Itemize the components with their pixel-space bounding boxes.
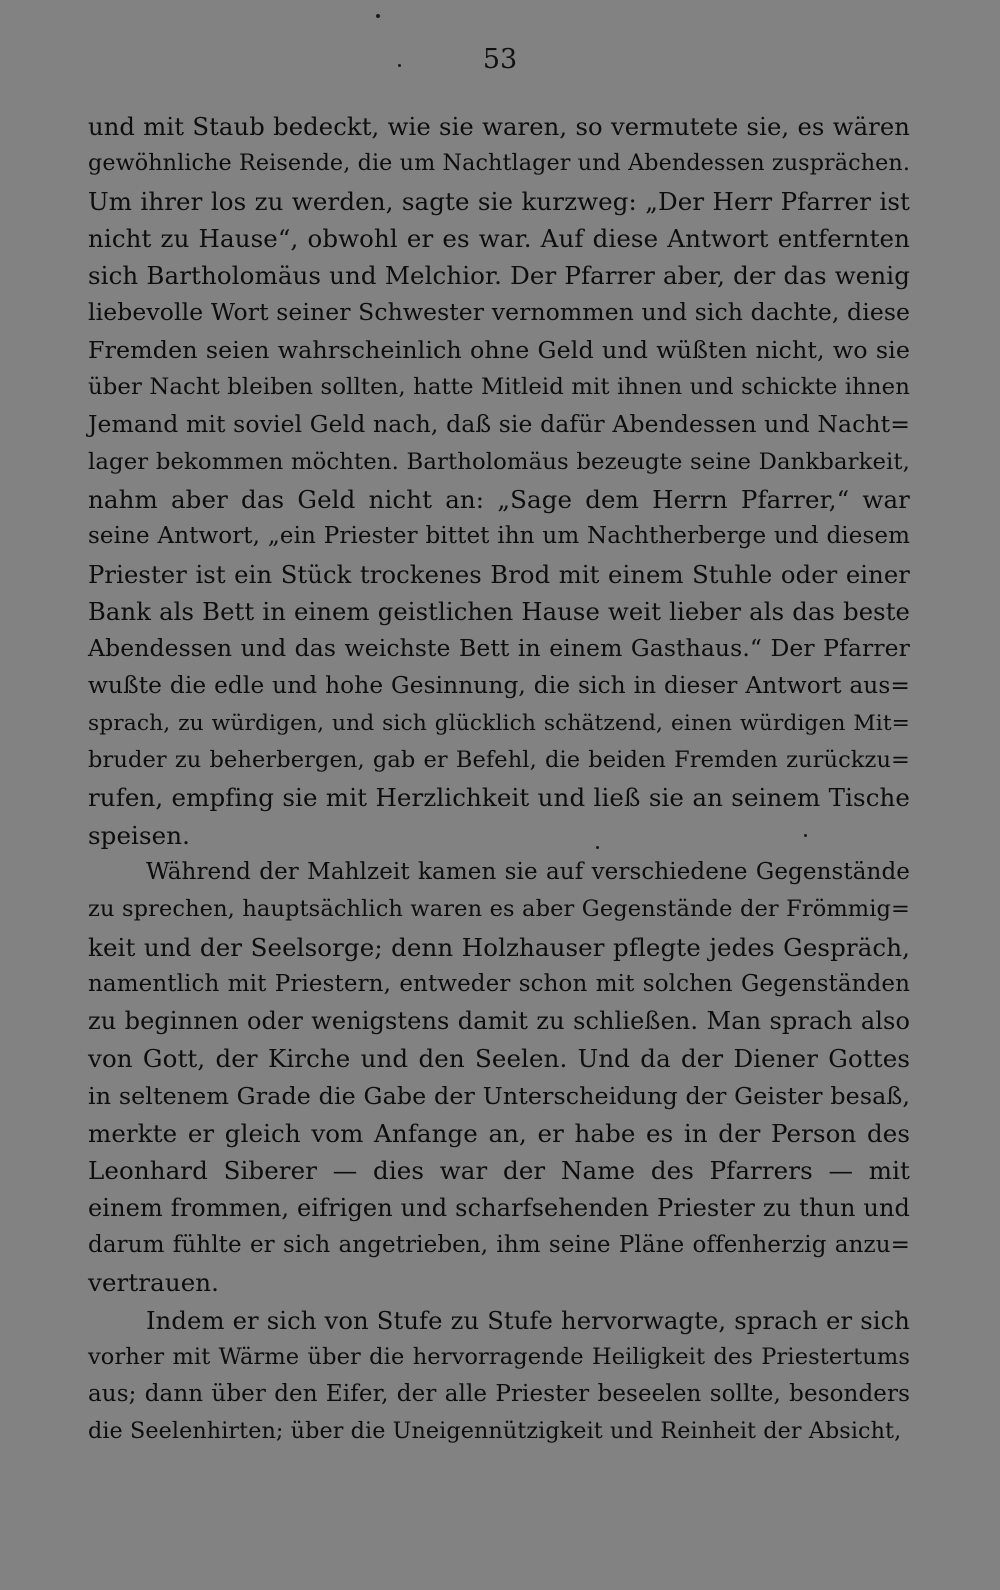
text-line: rufen, empfing sie mit Herzlichkeit und ließ sie an seinem Tische: [88, 783, 910, 813]
text-line: namentlich mit Priestern, entweder schon mit solchen Gegenständen: [88, 970, 910, 997]
text-line: über Nacht bleiben sollten, hatte Mitleid mit ihnen und schickte ihnen: [88, 374, 910, 401]
text-line: einem frommen, eifrigen und scharfsehenden Priester zu thun und: [88, 1193, 910, 1222]
text-line: zu beginnen oder wenigstens damit zu schließen. Man sprach also: [88, 1007, 910, 1036]
text-line: vertrauen.: [88, 1268, 220, 1298]
print-speck: [804, 834, 807, 837]
body-text: [88, 108, 910, 1451]
print-speck: [596, 846, 599, 849]
text-line: Abendessen und das weichste Bett in einem Gasthaus.“ Der Pfarrer: [88, 634, 910, 663]
paragraph: [88, 108, 910, 854]
text-line: in seltenem Grade die Gabe der Unterscheidung der Geister besaß,: [88, 1081, 910, 1110]
text-line: vorher mit Wärme über die hervorragende Heiligkeit des Priestertums: [88, 1343, 910, 1370]
text-line: bruder zu beherbergen, gab er Befehl, die beiden Fremden zurückzu=: [88, 747, 910, 774]
page-number: 53: [482, 44, 518, 75]
text-line: Um ihrer los zu werden, sagte sie kurzweg: „Der Herr Pfarrer ist: [88, 186, 910, 216]
text-line: liebevolle Wort seiner Schwester vernommen und sich dachte, diese: [88, 298, 910, 327]
text-line: Indem er sich von Stufe zu Stufe hervorwagte, sprach er sich: [146, 1305, 910, 1335]
text-line: merkte er gleich vom Anfange an, er habe es in der Person des: [88, 1119, 910, 1149]
text-line: seine Antwort, „ein Priester bittet ihn um Nachtherberge und diesem: [88, 523, 910, 550]
text-line: keit und der Seelsorge; denn Holzhauser pflegte jedes Gespräch,: [88, 932, 910, 962]
text-line: lager bekommen möchten. Bartholomäus bezeugte seine Dankbarkeit,: [88, 448, 910, 475]
print-speck: [398, 64, 401, 67]
text-line: Jemand mit soviel Geld nach, daß sie dafür Abendessen und Nacht=: [88, 410, 910, 439]
text-line: Priester ist ein Stück trockenes Brod mit einem Stuhle oder einer: [88, 559, 910, 589]
text-line: sich Bartholomäus und Melchior. Der Pfarrer aber, der das wenig: [88, 261, 910, 291]
text-line: Leonhard Siberer — dies war der Name des Pfarrers — mit: [88, 1156, 910, 1186]
text-line: und mit Staub bedeckt, wie sie waren, so vermutete sie, es wären: [88, 112, 910, 141]
text-line: nicht zu Hause“, obwohl er es war. Auf diese Antwort entfernten: [88, 223, 910, 253]
print-speck: [376, 14, 380, 18]
paragraph: [88, 1302, 910, 1451]
text-line: Während der Mahlzeit kamen sie auf verschiedene Gegenstände: [146, 858, 910, 885]
text-line: sprach, zu würdigen, und sich glücklich schätzend, einen würdigen Mit=: [88, 710, 910, 736]
text-line: Bank als Bett in einem geistlichen Hause weit lieber als das beste: [88, 596, 910, 626]
text-line: speisen.: [88, 820, 191, 850]
text-line: nahm aber das Geld nicht an: „Sage dem Herrn Pfarrer,“ war: [88, 484, 910, 514]
text-line: wußte die edle und hohe Gesinnung, die sich in dieser Antwort aus=: [88, 672, 910, 700]
text-line: zu sprechen, hauptsächlich waren es aber Gegenstände der Frömmig=: [88, 896, 910, 923]
text-line: von Gott, der Kirche und den Seelen. Und da der Diener Gottes: [88, 1044, 910, 1074]
text-line: die Seelenhirten; über die Uneigennützigkeit und Reinheit der Absicht,: [88, 1418, 902, 1445]
text-line: darum fühlte er sich angetrieben, ihm seine Pläne offenherzig anzu=: [88, 1231, 910, 1258]
paragraph: [88, 854, 910, 1302]
text-line: Fremden seien wahrscheinlich ohne Geld und wüßten nicht, wo sie: [88, 335, 910, 364]
text-line: aus; dann über den Eifer, der alle Priester beseelen sollte, besonders: [88, 1381, 910, 1408]
text-line: gewöhnliche Reisende, die um Nachtlager und Abendessen zusprächen.: [88, 150, 910, 177]
